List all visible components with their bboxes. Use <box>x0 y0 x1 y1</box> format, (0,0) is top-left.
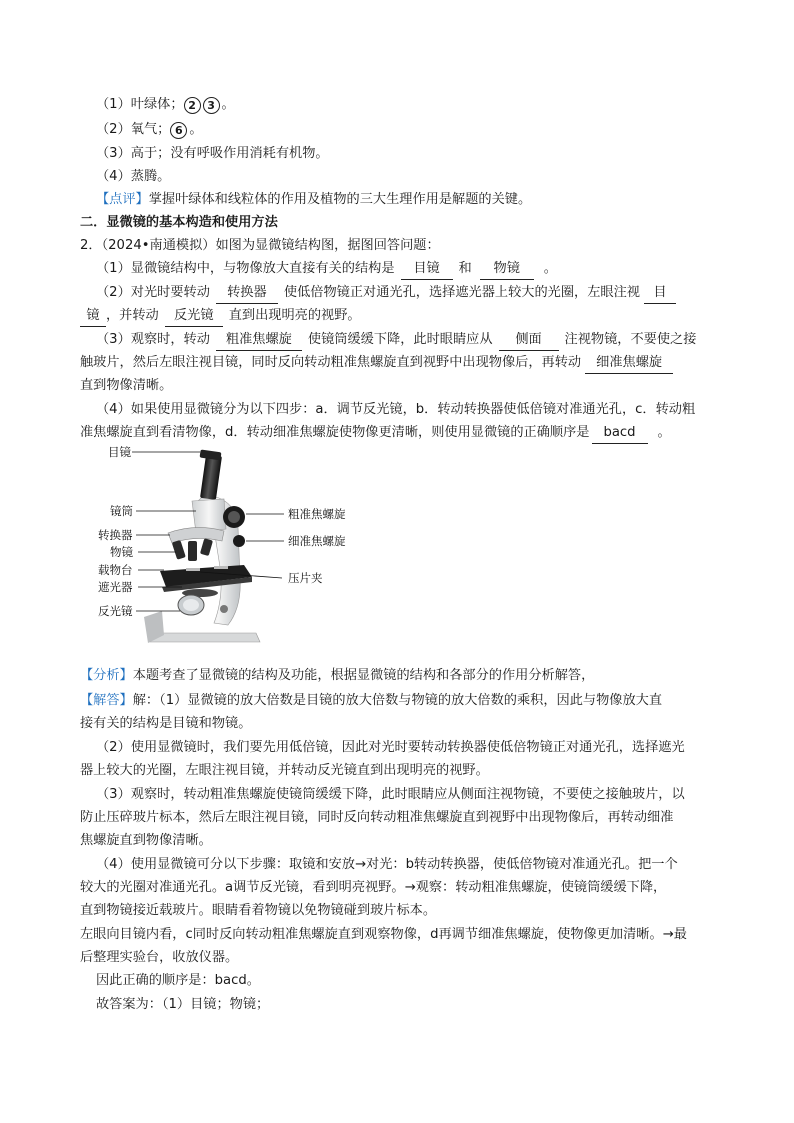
solution-line-13: 因此正确的顺序是：bacd。 <box>96 973 260 988</box>
solution-line-7: 焦螺旋直到物像清晰。 <box>80 833 212 848</box>
fine-knob <box>233 535 245 547</box>
prev-answer-4: （4）蒸腾。 <box>96 169 171 184</box>
prev-answer-3: （3）高于；没有呼吸作用消耗有机物。 <box>96 146 329 161</box>
text: （3）观察时，转动 <box>96 332 210 347</box>
prev-answer-1-text: （1）叶绿体； <box>96 97 184 112</box>
prev-answer-2-suffix: 。 <box>189 122 203 137</box>
text: ，并转动 <box>106 308 159 323</box>
solution-line-12: 后整理实验台，收放仪器。 <box>80 950 239 965</box>
solution-line-3: （2）使用显微镜时，我们要先用低倍镜，因此对光时要转动转换器使低倍物镜正对通光孔，选择遮光 <box>96 740 685 755</box>
text: 。 <box>543 261 557 276</box>
text: 直到出现明亮的视野。 <box>228 308 361 323</box>
prev-answer-2 <box>96 120 203 140</box>
analysis-text: 本题考查了显微镜的结构及功能，根据显微镜的结构和各部分的作用分析解答， <box>132 668 595 683</box>
prev-answer-1-suffix: 。 <box>221 97 235 112</box>
solution-line-4: 器上较大的光圈，左眼注视目镜，并转动反光镜直到出现明亮的视野。 <box>80 763 489 778</box>
comment-line <box>96 190 531 210</box>
solution-line-5: （3）观察时，转动粗准焦螺旋使镜筒缓缓下降，此时眼睛应从侧面注视物镜，不要使之接触玻片，以 <box>96 787 685 802</box>
solution-line-9: 较大的光圈对准通光孔。a调节反光镜，看到明亮视野。→观察：转动粗准焦螺旋，使镜筒缓缓下降， <box>80 880 667 895</box>
answer-blank: 转换器 <box>216 283 278 304</box>
label-nosepiece: 转换器 <box>98 528 133 542</box>
answer-blank: 粗准焦螺旋 <box>216 330 302 351</box>
microscope-diagram <box>96 437 396 659</box>
circled-number: 3 <box>203 97 220 114</box>
eyepiece-tube <box>200 450 222 500</box>
question-part-1 <box>96 259 557 280</box>
text: （1）显微镜结构中，与物像放大直接有关的结构是 <box>96 261 395 276</box>
circled-number: 6 <box>170 122 187 139</box>
solution-line-2: 接有关的结构是目镜和物镜。 <box>80 716 252 731</box>
answer-blank: bacd <box>592 423 648 444</box>
text: 。 <box>657 425 671 440</box>
objectives <box>172 538 213 561</box>
section-title: 二．显微镜的基本构造和使用方法 <box>80 215 278 230</box>
comment-text: 掌握叶绿体和线粒体的作用及植物的三大生理作用是解题的关键。 <box>148 192 532 207</box>
label-clip: 压片夹 <box>288 571 323 585</box>
question-part-2-cont <box>80 306 361 327</box>
text: 注视物镜，不要使之接 <box>564 332 697 347</box>
solution-line-14: 故答案为：（1）目镜；物镜； <box>96 997 270 1012</box>
label-tube: 镜筒 <box>110 504 133 518</box>
analysis-line <box>80 666 594 686</box>
answer-blank: 目镜 <box>401 259 453 280</box>
label-mirror: 反光镜 <box>98 604 133 618</box>
solution-line-11: 左眼向目镜内看，c同时反向转动粗准焦螺旋直到观察物像，d再调节细准焦螺旋，使物像更加清晰。→最 <box>80 927 687 942</box>
analysis-tag: 【分析】 <box>80 668 133 683</box>
label-objective: 物镜 <box>110 545 133 559</box>
solution-text: 解：（1）显微镜的放大倍数是目镜的放大倍数与物镜的放大倍数的乘积，因此与物像放大直 <box>132 693 663 708</box>
question-part-3 <box>96 330 696 351</box>
text: 准焦螺旋直到看清物像，d．转动细准焦螺旋使物像更清晰，则使用显微镜的正确顺序是 <box>80 425 590 440</box>
question-header: 2．（2024•南通模拟）如图为显微镜结构图，据图回答问题： <box>80 238 440 253</box>
question-part-3-cont <box>80 353 673 374</box>
text: （2）对光时要转动 <box>96 285 210 300</box>
solution-line-1 <box>80 691 662 711</box>
answer-blank: 物镜 <box>480 259 534 280</box>
answer-blank: 细准焦螺旋 <box>585 353 673 374</box>
mirror <box>178 595 204 615</box>
text: 触玻片，然后左眼注视目镜，同时反向转动粗准焦螺旋直到视野中出现物像后，再转动 <box>80 355 582 370</box>
solution-line-6: 防止压碎玻片标本，然后左眼注视目镜，同时反向转动粗准焦螺旋直到视野中出现物像后，再转动细准 <box>80 810 674 825</box>
answer-blank: 镜 <box>80 306 106 327</box>
solution-line-10: 直到物镜接近载玻片。眼睛看着物镜以免物镜碰到玻片标本。 <box>80 903 437 918</box>
question-part-3-end: 直到物像清晰。 <box>80 378 173 393</box>
answer-blank: 侧面 <box>499 330 559 351</box>
prev-answer-2-text: （2）氧气； <box>96 122 171 137</box>
answer-blank: 反光镜 <box>165 306 223 327</box>
circled-number: 2 <box>184 97 201 114</box>
text: 使低倍物镜正对通光孔，选择遮光器上较大的光圈，左眼注视 <box>283 285 640 300</box>
question-part-4: （4）如果使用显微镜分为以下四步：a．调节反光镜，b．转动转换器使低倍镜对准通光孔，c．转动粗 <box>96 402 696 417</box>
comment-tag: 【点评】 <box>96 192 149 207</box>
text: 使镜筒缓缓下降，此时眼睛应从 <box>307 332 493 347</box>
label-fine-focus: 细准焦螺旋 <box>288 534 346 548</box>
solution-tag: 【解答】 <box>80 693 133 708</box>
solution-line-8: （4）使用显微镜可分以下步骤：取镜和安放→对光：b转动转换器，使低倍物镜对准通光孔。把一个 <box>96 857 678 872</box>
text: 和 <box>458 261 472 276</box>
microscope-base <box>150 633 260 642</box>
label-stage: 载物台 <box>98 563 133 577</box>
label-coarse-focus: 粗准焦螺旋 <box>288 507 346 521</box>
answer-blank: 目 <box>644 283 676 304</box>
label-diaphragm: 遮光器 <box>98 580 133 594</box>
prev-answer-1 <box>96 95 235 115</box>
label-eyepiece: 目镜 <box>108 445 131 459</box>
question-part-2 <box>96 283 676 304</box>
